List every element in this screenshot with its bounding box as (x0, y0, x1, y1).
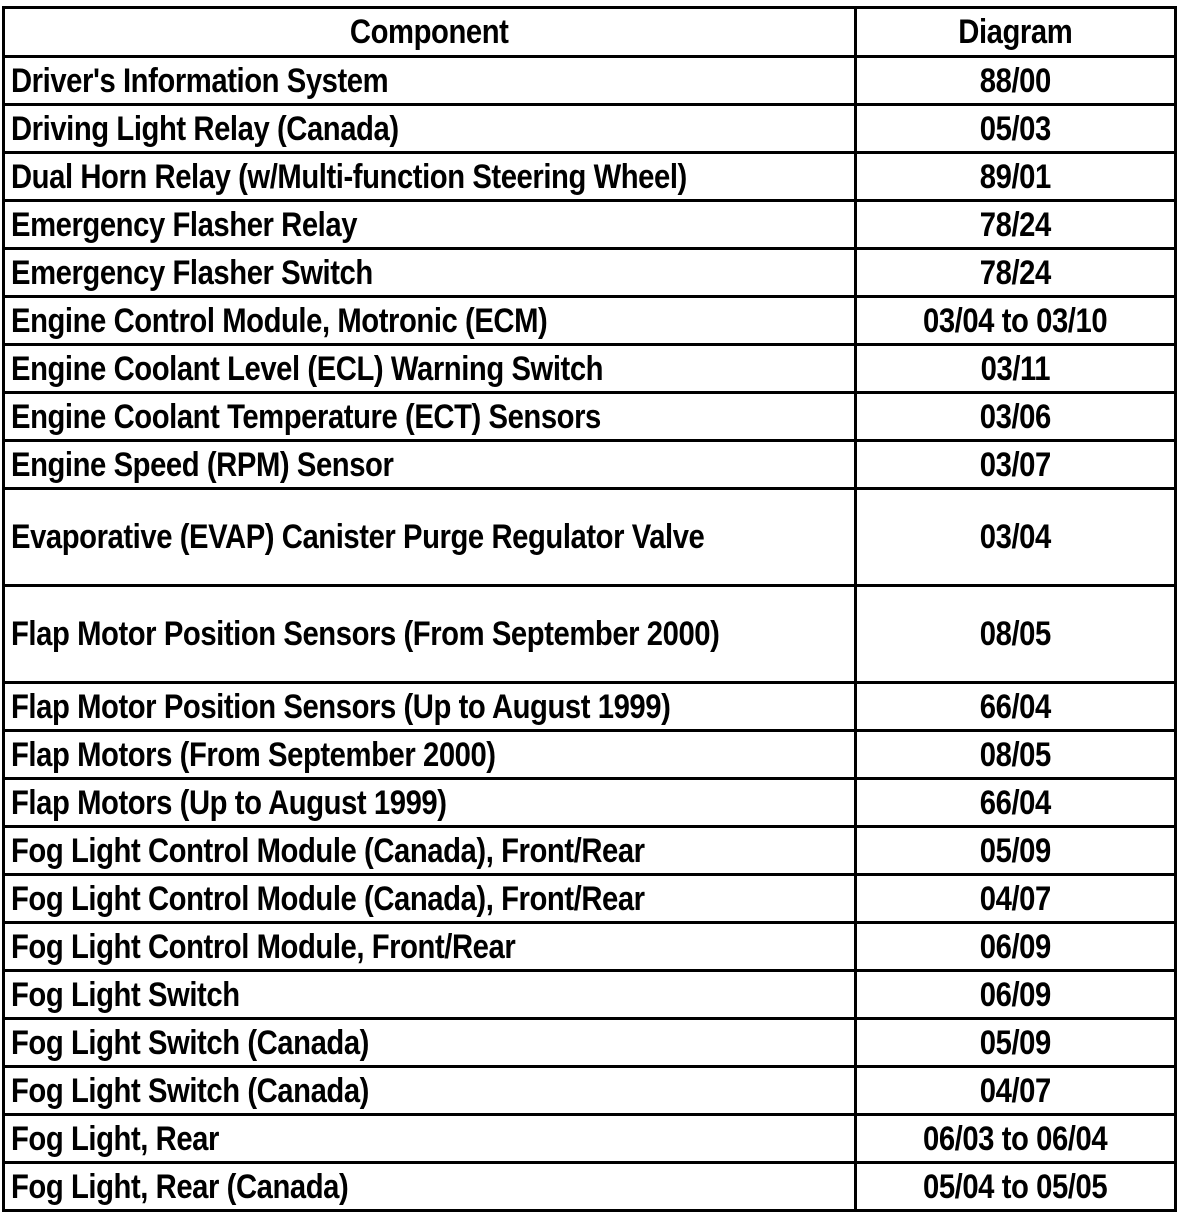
component-name: Fog Light Switch (11, 975, 240, 1014)
table-row (4, 393, 1176, 441)
diagram-cell (856, 586, 1176, 683)
table-row (4, 1019, 1176, 1067)
component-cell (4, 153, 856, 201)
column-header-component: Component (4, 8, 856, 57)
table-row (4, 1163, 1176, 1211)
diagram-reference: 88/00 (979, 61, 1052, 100)
diagram-cell (856, 297, 1176, 345)
component-cell (4, 683, 856, 731)
component-cell (4, 731, 856, 779)
table-row (4, 827, 1176, 875)
component-name: Evaporative (EVAP) Canister Purge Regulator Valve (11, 518, 705, 556)
component-name: Flap Motor Position Sensors (From September 2000) (11, 615, 720, 653)
diagram-reference: 06/09 (979, 927, 1052, 966)
diagram-cell (856, 1019, 1176, 1067)
component-cell (4, 586, 856, 683)
table-row (4, 441, 1176, 489)
component-cell (4, 779, 856, 827)
table-row (4, 345, 1176, 393)
table-body (4, 57, 1176, 1211)
component-cell (4, 1067, 856, 1115)
table-row (4, 105, 1176, 153)
component-cell (4, 1163, 856, 1211)
diagram-reference: 06/03 to 06/04 (923, 1119, 1108, 1158)
table-row (4, 1115, 1176, 1163)
diagram-reference: 78/24 (979, 205, 1052, 244)
table-row (4, 1067, 1176, 1115)
component-cell (4, 249, 856, 297)
table-row (4, 683, 1176, 731)
component-name: Engine Coolant Level (ECL) Warning Switch (11, 349, 604, 388)
diagram-reference: 03/04 (979, 518, 1052, 556)
diagram-cell (856, 249, 1176, 297)
diagram-cell (856, 779, 1176, 827)
diagram-cell (856, 57, 1176, 105)
diagram-reference: 89/01 (979, 157, 1052, 196)
component-name: Dual Horn Relay (w/Multi-function Steering Wheel) (11, 157, 687, 196)
diagram-cell (856, 153, 1176, 201)
component-cell (4, 971, 856, 1019)
diagram-reference: 66/04 (979, 783, 1052, 822)
diagram-cell (856, 441, 1176, 489)
component-name: Engine Control Module, Motronic (ECM) (11, 301, 548, 340)
component-name: Fog Light Control Module (Canada), Front/Rear (11, 831, 645, 870)
diagram-reference: 03/07 (979, 445, 1052, 484)
diagram-cell (856, 875, 1176, 923)
component-diagram-table (2, 6, 1177, 1212)
component-name: Fog Light Switch (Canada) (11, 1023, 369, 1062)
table-row (4, 923, 1176, 971)
diagram-cell (856, 345, 1176, 393)
component-name: Flap Motors (From September 2000) (11, 735, 496, 774)
component-name: Flap Motors (Up to August 1999) (11, 783, 447, 822)
component-cell (4, 1019, 856, 1067)
diagram-cell (856, 201, 1176, 249)
diagram-cell (856, 971, 1176, 1019)
diagram-reference: 08/05 (979, 615, 1052, 653)
table-row (4, 779, 1176, 827)
diagram-reference: 04/07 (979, 879, 1052, 918)
table-row (4, 153, 1176, 201)
diagram-cell (856, 1067, 1176, 1115)
component-name: Fog Light, Rear (11, 1119, 219, 1158)
diagram-reference: 05/09 (979, 1023, 1052, 1062)
component-name: Engine Speed (RPM) Sensor (11, 445, 394, 484)
component-cell (4, 923, 856, 971)
component-cell (4, 875, 856, 923)
table-row (4, 249, 1176, 297)
table-row (4, 57, 1176, 105)
diagram-reference: 03/04 to 03/10 (923, 301, 1108, 340)
table-row (4, 489, 1176, 586)
component-name: Driving Light Relay (Canada) (11, 109, 399, 148)
table-row (4, 731, 1176, 779)
table-row (4, 875, 1176, 923)
component-name: Flap Motor Position Sensors (Up to August 1999) (11, 687, 671, 726)
diagram-reference: 04/07 (979, 1071, 1052, 1110)
table-row (4, 297, 1176, 345)
component-name: Driver's Information System (11, 61, 389, 100)
component-cell (4, 827, 856, 875)
component-cell (4, 1115, 856, 1163)
component-name: Engine Coolant Temperature (ECT) Sensors (11, 397, 601, 436)
diagram-cell (856, 827, 1176, 875)
diagram-reference: 05/04 to 05/05 (923, 1167, 1108, 1206)
component-cell (4, 489, 856, 586)
diagram-reference: 05/03 (979, 109, 1052, 148)
table-row (4, 201, 1176, 249)
component-name: Fog Light, Rear (Canada) (11, 1167, 349, 1206)
diagram-reference: 66/04 (979, 687, 1052, 726)
component-cell (4, 297, 856, 345)
diagram-cell (856, 393, 1176, 441)
diagram-cell (856, 105, 1176, 153)
diagram-reference: 03/11 (980, 349, 1051, 388)
component-name: Emergency Flasher Relay (11, 205, 358, 244)
component-name: Emergency Flasher Switch (11, 253, 373, 292)
component-cell (4, 393, 856, 441)
component-name: Fog Light Switch (Canada) (11, 1071, 369, 1110)
table-row (4, 586, 1176, 683)
diagram-cell (856, 1163, 1176, 1211)
diagram-cell (856, 683, 1176, 731)
component-cell (4, 57, 856, 105)
column-header-diagram: Diagram (856, 8, 1176, 57)
component-name: Fog Light Control Module (Canada), Front/Rear (11, 879, 645, 918)
diagram-cell (856, 731, 1176, 779)
diagram-reference: 03/06 (979, 397, 1052, 436)
diagram-reference: 78/24 (979, 253, 1052, 292)
component-name: Fog Light Control Module, Front/Rear (11, 927, 516, 966)
diagram-reference: 08/05 (979, 735, 1052, 774)
component-cell (4, 441, 856, 489)
diagram-reference: 06/09 (979, 975, 1052, 1014)
diagram-cell (856, 923, 1176, 971)
component-cell (4, 345, 856, 393)
diagram-cell (856, 1115, 1176, 1163)
diagram-cell (856, 489, 1176, 586)
component-cell (4, 105, 856, 153)
table-row (4, 971, 1176, 1019)
table-header-row (4, 8, 1176, 57)
diagram-reference: 05/09 (979, 831, 1052, 870)
component-cell (4, 201, 856, 249)
